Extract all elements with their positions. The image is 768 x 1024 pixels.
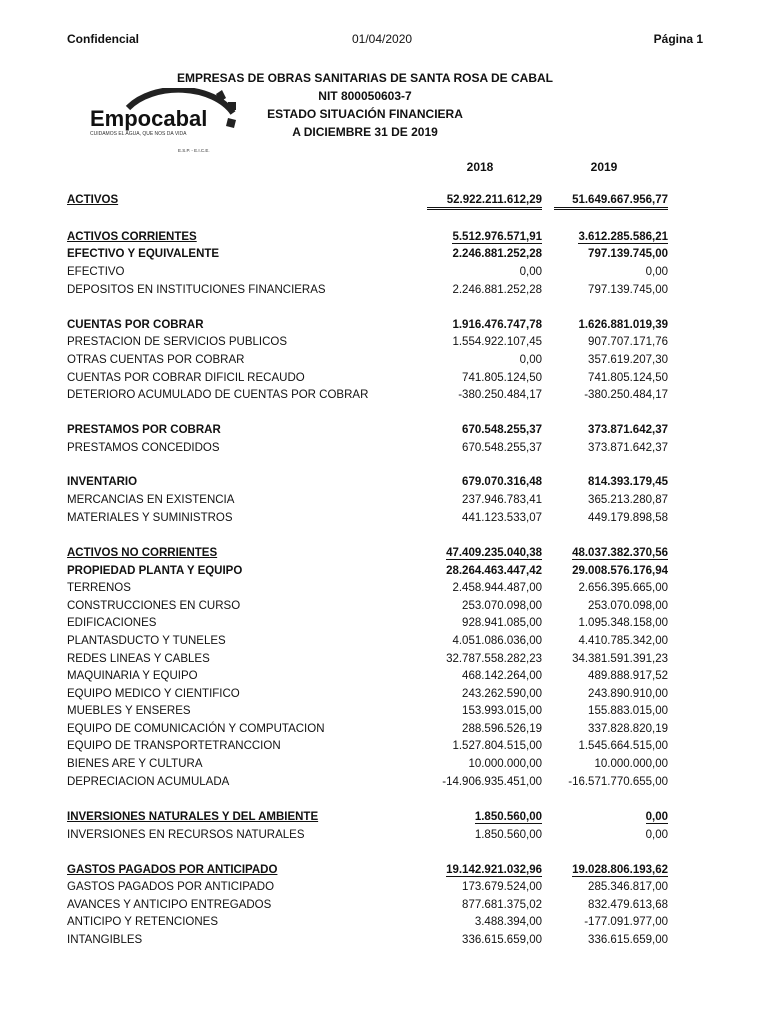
value-2018: 0,00 (519, 354, 542, 366)
table-row (67, 284, 668, 301)
value-2019: -177.091.977,00 (584, 916, 668, 928)
value-2019: 1.545.664.515,00 (578, 740, 668, 752)
value-2019: 19.028.806.193,62 (572, 864, 668, 876)
value-2018: -14.906.935.451,00 (442, 776, 542, 788)
table-row (67, 547, 668, 564)
value-2019: 1.095.348.158,00 (578, 617, 668, 629)
table-row (67, 582, 668, 599)
value-2018: 3.488.394,00 (474, 916, 542, 928)
table-row (67, 705, 668, 722)
value-2019: 2.656.395.665,00 (578, 582, 668, 594)
value-2018: 2.458.944.487,00 (452, 582, 542, 594)
value-2018: 5.512.976.571,91 (452, 231, 542, 243)
row-label: EQUIPO DE COMUNICACIÓN Y COMPUTACION (67, 723, 325, 735)
value-2019: 373.871.642,37 (588, 442, 668, 454)
value-2019: 365.213.280,87 (588, 494, 668, 506)
company-name: EMPRESAS DE OBRAS SANITARIAS DE SANTA ROSA DE CABAL (176, 71, 554, 85)
value-2018: 153.993.015,00 (462, 705, 542, 717)
row-label: PRESTAMOS CONCEDIDOS (67, 442, 220, 454)
table-row (67, 372, 668, 389)
value-2018: 28.264.463.447,42 (446, 565, 542, 577)
table-row (67, 231, 668, 248)
value-2018: 237.946.783,41 (462, 494, 542, 506)
logo-gear-icon (88, 88, 238, 156)
value-2019: 3.612.285.586,21 (578, 231, 668, 243)
row-label: MERCANCIAS EN EXISTENCIA (67, 494, 235, 506)
row-label: OTRAS CUENTAS POR COBRAR (67, 354, 245, 366)
value-2019: 34.381.591.391,23 (572, 653, 668, 665)
row-label: TERRENOS (67, 582, 131, 594)
value-2018: 336.615.659,00 (462, 934, 542, 946)
value-2018: 1.850.560,00 (474, 829, 542, 841)
value-2018: -380.250.484,17 (458, 389, 542, 401)
report-title: ESTADO SITUACIÓN FINANCIERA (267, 107, 463, 121)
value-2018: 928.941.085,00 (462, 617, 542, 629)
row-label: PRESTACION DE SERVICIOS PUBLICOS (67, 336, 288, 348)
row-label: ACTIVOS (67, 194, 119, 206)
row-label: ACTIVOS NO CORRIENTES (67, 547, 218, 559)
row-label: GASTOS PAGADOS POR ANTICIPADO (67, 864, 278, 876)
row-label: INVERSIONES NATURALES Y DEL AMBIENTE (67, 811, 319, 823)
value-2018: 1.527.804.515,00 (452, 740, 542, 752)
value-2019: 285.346.817,00 (588, 881, 668, 893)
row-label: CUENTAS POR COBRAR DIFICIL RECAUDO (67, 372, 305, 384)
value-2018: 1.850.560,00 (474, 811, 542, 823)
value-2018: 10.000.000,00 (468, 758, 542, 770)
value-2019: 0,00 (645, 266, 668, 278)
table-row (67, 899, 668, 916)
table-row (67, 336, 668, 353)
value-2018: 243.262.590,00 (462, 688, 542, 700)
value-2019: 797.139.745,00 (588, 284, 668, 296)
value-2019: -380.250.484,17 (584, 389, 668, 401)
column-header-2019: 2019 (590, 160, 618, 174)
row-label: MUEBLES Y ENSERES (67, 705, 191, 717)
value-2018: 468.142.264,00 (462, 670, 542, 682)
value-2018: 2.246.881.252,28 (452, 284, 542, 296)
value-2019: 48.037.382.370,56 (572, 547, 668, 559)
row-label: MAQUINARIA Y EQUIPO (67, 670, 198, 682)
row-label: DEPRECIACION ACUMULADA (67, 776, 230, 788)
table-row (67, 653, 668, 670)
value-2018: 441.123.533,07 (462, 512, 542, 524)
table-row (67, 916, 668, 933)
value-2019: 51.649.667.956,77 (554, 194, 668, 210)
value-2019: 741.805.124,50 (588, 372, 668, 384)
value-2019: 10.000.000,00 (594, 758, 668, 770)
value-2018: 19.142.921.032,96 (446, 864, 542, 876)
row-label: INTANGIBLES (67, 934, 143, 946)
row-label: AVANCES Y ANTICIPO ENTREGADOS (67, 899, 272, 911)
table-row (67, 389, 668, 406)
value-2018: 173.679.524,00 (462, 881, 542, 893)
row-label: EQUIPO DE TRANSPORTETRANCCION (67, 740, 281, 752)
row-label: PRESTAMOS POR COBRAR (67, 424, 221, 436)
value-2019: 797.139.745,00 (588, 248, 668, 260)
value-2018: 670.548.255,37 (462, 424, 542, 436)
table-row (67, 319, 668, 336)
value-2018: 1.916.476.747,78 (452, 319, 542, 331)
value-2019: 832.479.613,68 (588, 899, 668, 911)
value-2018: 679.070.316,48 (462, 476, 542, 488)
table-row (67, 565, 668, 582)
value-2018: 1.554.922.107,45 (452, 336, 542, 348)
row-label: DETERIORO ACUMULADO DE CUENTAS POR COBRAR (67, 389, 369, 401)
row-label: GASTOS PAGADOS POR ANTICIPADO (67, 881, 275, 893)
value-2019: 357.619.207,30 (588, 354, 668, 366)
table-row (67, 688, 668, 705)
logo-text: Empocabal (90, 106, 208, 131)
table-row (67, 723, 668, 740)
logo-tagline: CUIDAMOS EL AGUA, QUE NOS DA VIDA (90, 131, 187, 137)
row-label: PROPIEDAD PLANTA Y EQUIPO (67, 565, 243, 577)
page-number: Página 1 (653, 32, 703, 46)
document-date: 01/04/2020 (352, 32, 413, 46)
value-2019: -16.571.770.655,00 (568, 776, 668, 788)
table-row (67, 494, 668, 511)
value-2018: 741.805.124,50 (462, 372, 542, 384)
value-2019: 337.828.820,19 (588, 723, 668, 735)
row-label: EQUIPO MEDICO Y CIENTIFICO (67, 688, 240, 700)
row-label: REDES LINEAS Y CABLES (67, 653, 210, 665)
row-label: EFECTIVO (67, 266, 125, 278)
value-2018: 0,00 (519, 266, 542, 278)
value-2019: 29.008.576.176,94 (572, 565, 668, 577)
row-label: INVERSIONES EN RECURSOS NATURALES (67, 829, 305, 841)
table-row (67, 248, 668, 265)
value-2018: 52.922.211.612,29 (427, 194, 542, 210)
table-row (67, 881, 668, 898)
value-2019: 814.393.179,45 (588, 476, 668, 488)
value-2019: 336.615.659,00 (588, 934, 668, 946)
table-row (67, 424, 668, 441)
row-label: DEPOSITOS EN INSTITUCIONES FINANCIERAS (67, 284, 326, 296)
table-row (67, 194, 668, 211)
table-row (67, 354, 668, 371)
row-label: EDIFICACIONES (67, 617, 157, 629)
row-label: CUENTAS POR COBRAR (67, 319, 204, 331)
value-2018: 32.787.558.282,23 (446, 653, 542, 665)
value-2019: 907.707.171,76 (588, 336, 668, 348)
logo-sub: E.S.P. - E.I.C.E. (178, 148, 210, 153)
value-2019: 155.883.015,00 (588, 705, 668, 717)
value-2019: 4.410.785.342,00 (578, 635, 668, 647)
value-2018: 47.409.235.040,38 (446, 547, 542, 559)
value-2019: 489.888.917,52 (588, 670, 668, 682)
row-label: ACTIVOS CORRIENTES (67, 231, 197, 243)
table-row (67, 635, 668, 652)
table-row (67, 266, 668, 283)
value-2018: 877.681.375,02 (462, 899, 542, 911)
value-2018: 4.051.086.036,00 (452, 635, 542, 647)
table-row (67, 512, 668, 529)
value-2018: 670.548.255,37 (462, 442, 542, 454)
value-2018: 253.070.098,00 (462, 600, 542, 612)
table-row (67, 670, 668, 687)
confidential-label: Confidencial (67, 32, 140, 46)
table-row (67, 934, 668, 951)
value-2019: 0,00 (645, 811, 668, 823)
company-nit: NIT 800050603-7 (318, 89, 412, 103)
table-row (67, 758, 668, 775)
value-2019: 449.179.898,58 (588, 512, 668, 524)
value-2019: 243.890.910,00 (588, 688, 668, 700)
report-date: A DICIEMBRE 31 DE 2019 (292, 125, 438, 139)
empocabal-logo (88, 88, 238, 156)
row-label: ANTICIPO Y RETENCIONES (67, 916, 219, 928)
value-2019: 1.626.881.019,39 (578, 319, 668, 331)
table-row (67, 476, 668, 493)
value-2019: 373.871.642,37 (588, 424, 668, 436)
value-2018: 2.246.881.252,28 (452, 248, 542, 260)
row-label: EFECTIVO Y EQUIVALENTE (67, 248, 220, 260)
table-row (67, 740, 668, 757)
table-row (67, 811, 668, 828)
table-row (67, 864, 668, 881)
table-row (67, 776, 668, 793)
table-row (67, 442, 668, 459)
row-label: PLANTASDUCTO Y TUNELES (67, 635, 226, 647)
row-label: MATERIALES Y SUMINISTROS (67, 512, 233, 524)
table-row (67, 829, 668, 846)
row-label: BIENES ARE Y CULTURA (67, 758, 203, 770)
value-2019: 253.070.098,00 (588, 600, 668, 612)
table-row (67, 617, 668, 634)
table-row (67, 600, 668, 617)
value-2019: 0,00 (645, 829, 668, 841)
row-label: CONSTRUCCIONES EN CURSO (67, 600, 241, 612)
value-2018: 288.596.526,19 (462, 723, 542, 735)
column-header-2018: 2018 (466, 160, 494, 174)
row-label: INVENTARIO (67, 476, 138, 488)
